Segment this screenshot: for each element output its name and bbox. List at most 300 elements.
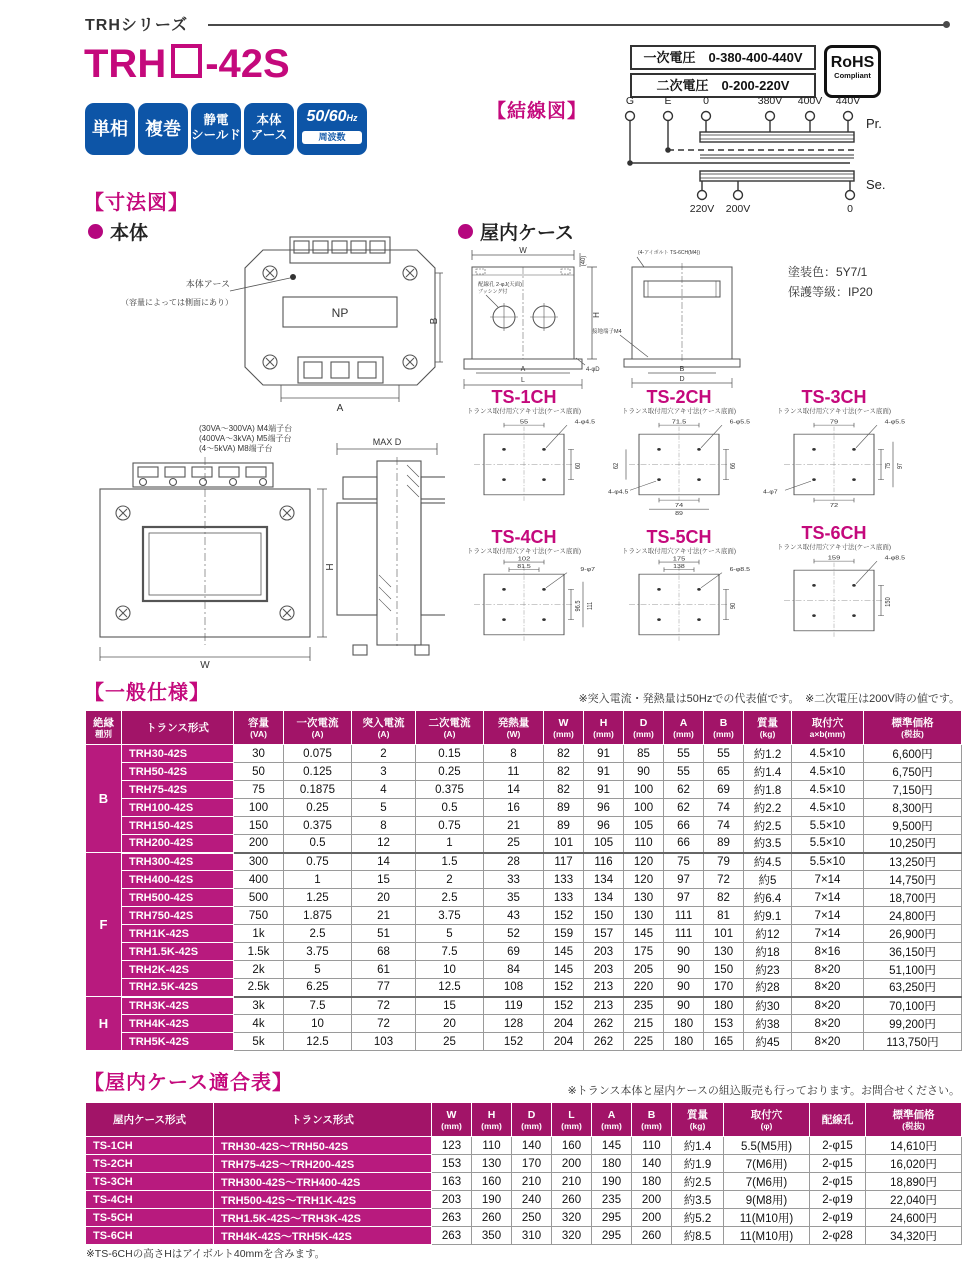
finish-notes — [788, 262, 873, 302]
ts-dim-label: 6-φ5.5 — [729, 419, 750, 426]
model-cell: TRH150-42S — [122, 817, 234, 835]
spec-value-cell: 400 — [234, 871, 284, 889]
spec-value-cell: 3 — [352, 763, 416, 781]
case-value-cell: 260 — [472, 1209, 512, 1227]
spec-row — [86, 961, 962, 979]
case-value-cell: 7(M6用) — [724, 1173, 810, 1191]
column-header: トランス形式 — [122, 711, 234, 745]
spec-value-cell: 65 — [704, 763, 744, 781]
case-row — [86, 1155, 962, 1173]
spec-value-cell: 20 — [416, 1015, 484, 1033]
spec-value-cell: 0.25 — [416, 763, 484, 781]
transformer-range-cell: TRH30-42S～TRH50-42S — [214, 1137, 432, 1155]
terminal-label: G — [625, 95, 635, 107]
spec-value-cell: 120 — [624, 871, 664, 889]
ts-dim-label: 159 — [827, 555, 841, 562]
spec-value-cell: 約45 — [744, 1033, 792, 1051]
spec-value-cell: 3k — [234, 997, 284, 1015]
spec-row — [86, 925, 962, 943]
spec-value-cell: 82 — [544, 745, 584, 763]
case-value-cell: 24,600円 — [866, 1209, 962, 1227]
transformer-range-cell: TRH500-42S～TRH1K-42S — [214, 1191, 432, 1209]
body-earth-label: 本体アース — [185, 279, 230, 289]
transformer-range-cell: TRH1.5K-42S～TRH3K-42S — [214, 1209, 432, 1227]
spec-value-cell: 25 — [484, 835, 544, 853]
spec-value-cell: 25 — [416, 1033, 484, 1051]
spec-value-cell: 8×16 — [792, 943, 864, 961]
column-header: B (mm) — [704, 711, 744, 745]
spec-value-cell: 75 — [234, 781, 284, 799]
ts-hole-caption: トランス取付用穴アキ寸法(ケース底面) — [621, 548, 737, 555]
terminal-note-3: (4～5kVA) M8端子台 — [199, 444, 273, 453]
spec-value-cell: 7.5 — [284, 997, 352, 1015]
case-value-cell: 18,890円 — [866, 1173, 962, 1191]
spec-value-cell: 75 — [664, 853, 704, 871]
spec-row — [86, 853, 962, 871]
frequency-sub-label: 周波数 — [302, 131, 362, 144]
case-table-heading: 【屋内ケース適合表】 — [84, 1072, 293, 1094]
spec-value-cell: 213 — [584, 979, 624, 997]
spec-value-cell: 79 — [704, 853, 744, 871]
ts-hole-caption: トランス取付用穴アキ寸法(ケース底面) — [466, 408, 582, 415]
model-cell: TRH75-42S — [122, 781, 234, 799]
spec-value-cell: 262 — [584, 1033, 624, 1051]
case-bullet-label: 屋内ケース — [480, 223, 575, 244]
ts-dim-label: 4-φ4.5 — [608, 489, 629, 495]
product-title — [84, 42, 290, 87]
ts-dim-label: 150 — [884, 597, 893, 607]
spec-value-cell: 55 — [704, 745, 744, 763]
spec-row — [86, 799, 962, 817]
case-dim-l: L — [521, 377, 525, 384]
case-value-cell: 260 — [552, 1191, 592, 1209]
ts-hole-drawing — [449, 416, 599, 516]
spec-value-cell: 10,250円 — [864, 835, 962, 853]
ts-dim-label: 102 — [517, 556, 531, 563]
spec-value-cell: 15 — [416, 997, 484, 1015]
case-dim-40: (40) — [581, 255, 587, 267]
spec-value-cell: 77 — [352, 979, 416, 997]
case-model-cell: TS-3CH — [86, 1173, 214, 1191]
terminal-label: 440V — [835, 95, 861, 107]
dim-a: A — [336, 403, 344, 414]
spec-value-cell: 約9.1 — [744, 907, 792, 925]
spec-value-cell: 5k — [234, 1033, 284, 1051]
spec-value-cell: 10 — [284, 1015, 352, 1033]
spec-value-cell: 103 — [352, 1033, 416, 1051]
case-value-cell: 130 — [472, 1155, 512, 1173]
spec-value-cell: 204 — [544, 1033, 584, 1051]
ts-dim-label: 4-φ7 — [763, 489, 778, 495]
case-value-cell: 200 — [632, 1209, 672, 1227]
spec-value-cell: 2 — [416, 871, 484, 889]
spec-value-cell: 1.875 — [284, 907, 352, 925]
terminal-note-1: (30VA～300VA) M4端子台 — [199, 424, 293, 433]
spec-value-cell: 145 — [544, 961, 584, 979]
case-value-cell: 9(M8用) — [724, 1191, 810, 1209]
case-value-cell: 約3.5 — [672, 1191, 724, 1209]
spec-value-cell: 111 — [664, 907, 704, 925]
spec-value-cell: 24,800円 — [864, 907, 962, 925]
ts-dim-label: 75 — [884, 462, 893, 470]
dimensions-heading: 【寸法図】 — [84, 192, 189, 214]
spec-value-cell: 5 — [352, 799, 416, 817]
spec-value-cell: 72 — [352, 997, 416, 1015]
spec-value-cell: 35 — [484, 889, 544, 907]
ts-dim-label: 111 — [586, 601, 595, 611]
spec-value-cell: 119 — [484, 997, 544, 1015]
spec-value-cell: 220 — [624, 979, 664, 997]
spec-value-cell: 5 — [284, 961, 352, 979]
spec-value-cell: 74 — [704, 817, 744, 835]
spec-value-cell: 7×14 — [792, 889, 864, 907]
case-value-cell: 200 — [552, 1155, 592, 1173]
spec-value-cell: 8 — [484, 745, 544, 763]
spec-value-cell: 0.25 — [284, 799, 352, 817]
spec-value-cell: 262 — [584, 1015, 624, 1033]
spec-value-cell: 0.5 — [284, 835, 352, 853]
spec-value-cell: 約2.5 — [744, 817, 792, 835]
spec-row — [86, 745, 962, 763]
spec-value-cell: 90 — [664, 943, 704, 961]
spec-value-cell: 10 — [416, 961, 484, 979]
spec-value-cell: 約38 — [744, 1015, 792, 1033]
model-cell: TRH300-42S — [122, 853, 234, 871]
spec-value-cell: 215 — [624, 1015, 664, 1033]
spec-value-cell: 133 — [544, 871, 584, 889]
case-value-cell: 約2.5 — [672, 1173, 724, 1191]
case-value-cell: 310 — [512, 1227, 552, 1245]
spec-value-cell: 30 — [234, 745, 284, 763]
spec-value-cell: 2.5 — [284, 925, 352, 943]
case-eyebolt-note: (4-アイボルト TS-6CH(M4)) — [638, 250, 701, 256]
spec-value-cell: 0.075 — [284, 745, 352, 763]
spec-value-cell: 111 — [664, 925, 704, 943]
case-value-cell: 210 — [552, 1173, 592, 1191]
spec-note: ※突入電流・発熱量は50Hzでの代表値です。 ※二次電圧は200V時の値です。 — [578, 693, 960, 705]
spec-value-cell: 105 — [624, 817, 664, 835]
case-dim-h: H — [592, 312, 601, 318]
spec-value-cell: 68 — [352, 943, 416, 961]
g-junction-dot — [627, 160, 633, 166]
spec-value-cell: 134 — [584, 889, 624, 907]
spec-value-cell: 96 — [584, 817, 624, 835]
spec-value-cell: 約23 — [744, 961, 792, 979]
spec-value-cell: 約1.8 — [744, 781, 792, 799]
case-value-cell: 140 — [512, 1137, 552, 1155]
case-value-cell: 5.5(M5用) — [724, 1137, 810, 1155]
transformer-range-cell: TRH300-42S～TRH400-42S — [214, 1173, 432, 1191]
case-ground-note: 接地端子M4 — [592, 329, 622, 335]
spec-value-cell: 128 — [484, 1015, 544, 1033]
body-bullet-label: 本体 — [110, 223, 149, 244]
spec-value-cell: 約12 — [744, 925, 792, 943]
case-row — [86, 1209, 962, 1227]
spec-value-cell: 6.25 — [284, 979, 352, 997]
spec-value-cell: 84 — [484, 961, 544, 979]
case-value-cell: 2-φ15 — [810, 1137, 866, 1155]
spec-value-cell: 116 — [584, 853, 624, 871]
spec-value-cell: 175 — [624, 943, 664, 961]
case-value-cell: 14,610円 — [866, 1137, 962, 1155]
case-bullet — [458, 224, 473, 239]
spec-value-cell: 5.5×10 — [792, 835, 864, 853]
column-header: 突入電流 (A) — [352, 711, 416, 745]
model-cell: TRH750-42S — [122, 907, 234, 925]
spec-row — [86, 889, 962, 907]
spec-value-cell: 180 — [664, 1015, 704, 1033]
terminal-label: 380V — [757, 95, 783, 107]
spec-value-cell: 約3.5 — [744, 835, 792, 853]
case-value-cell: 260 — [632, 1227, 672, 1245]
spec-row — [86, 943, 962, 961]
spec-value-cell: 9,500円 — [864, 817, 962, 835]
spec-value-cell: 0.15 — [416, 745, 484, 763]
terminal-label: 0 — [847, 203, 853, 215]
ts-case-name: TS-1CH — [491, 387, 557, 407]
spec-value-cell: 2k — [234, 961, 284, 979]
dim-w: W — [200, 660, 210, 670]
case-table-footer-note: ※TS-6CHの高さHはアイボルト40mmを含みます。 — [86, 1248, 326, 1260]
model-cell: TRH1.5K-42S — [122, 943, 234, 961]
spec-value-cell: 91 — [584, 763, 624, 781]
spec-value-cell: 8×20 — [792, 961, 864, 979]
spec-value-cell: 約1.2 — [744, 745, 792, 763]
spec-value-cell: 74 — [704, 799, 744, 817]
case-value-cell: 170 — [512, 1155, 552, 1173]
spec-value-cell: 152 — [544, 997, 584, 1015]
spec-value-cell: 145 — [624, 925, 664, 943]
badge-single-phase: 単相 — [85, 103, 135, 155]
spec-value-cell: 500 — [234, 889, 284, 907]
spec-value-cell: 約30 — [744, 997, 792, 1015]
e-junction-dot — [665, 147, 671, 153]
spec-value-cell: 69 — [484, 943, 544, 961]
spec-value-cell: 225 — [624, 1033, 664, 1051]
spec-value-cell: 51 — [352, 925, 416, 943]
case-value-cell: 22,040円 — [866, 1191, 962, 1209]
case-value-cell: 160 — [472, 1173, 512, 1191]
spec-value-cell: 6,600円 — [864, 745, 962, 763]
spec-value-cell: 約6.4 — [744, 889, 792, 907]
case-value-cell: 110 — [472, 1137, 512, 1155]
ts-dim-label: 79 — [829, 419, 839, 426]
spec-row — [86, 997, 962, 1015]
protection-note: 保護等級：IP20 — [788, 285, 873, 299]
case-dim-a: A — [520, 366, 526, 373]
terminal-label: 220V — [689, 203, 715, 215]
spec-value-cell: 170 — [704, 979, 744, 997]
spec-value-cell: 3.75 — [416, 907, 484, 925]
spec-value-cell: 205 — [624, 961, 664, 979]
model-placeholder-box — [171, 44, 202, 78]
spec-value-cell: 8,300円 — [864, 799, 962, 817]
spec-value-cell: 1.5k — [234, 943, 284, 961]
badge-frequency: 50/60Hz 周波数 — [297, 103, 367, 155]
spec-value-cell: 15 — [352, 871, 416, 889]
case-value-cell: 145 — [592, 1137, 632, 1155]
case-value-cell: 153 — [432, 1155, 472, 1173]
case-hole-note: 4-φD — [586, 367, 600, 373]
ts-dim-label: 97 — [896, 463, 905, 469]
title-suffix: -42S — [205, 42, 290, 86]
spec-value-cell: 約28 — [744, 979, 792, 997]
ts-dim-label: 74 — [674, 502, 684, 509]
case-value-cell: 240 — [512, 1191, 552, 1209]
model-cell: TRH3K-42S — [122, 997, 234, 1015]
spec-value-cell: 72 — [704, 871, 744, 889]
spec-table — [85, 710, 962, 1051]
spec-value-cell: 66 — [664, 817, 704, 835]
nameplate-label: NP — [331, 306, 349, 320]
spec-value-cell: 20 — [352, 889, 416, 907]
spec-row — [86, 907, 962, 925]
spec-value-cell: 100 — [624, 799, 664, 817]
case-value-cell: 16,020円 — [866, 1155, 962, 1173]
spec-value-cell: 52 — [484, 925, 544, 943]
case-value-cell: 約1.9 — [672, 1155, 724, 1173]
spec-value-cell: 96 — [584, 799, 624, 817]
column-header: 取付穴 (φ) — [724, 1103, 810, 1137]
insulation-class-cell: H — [86, 997, 122, 1051]
insulation-class-cell: F — [86, 853, 122, 997]
spec-value-cell: 50 — [234, 763, 284, 781]
spec-value-cell: 7×14 — [792, 871, 864, 889]
column-header: 取付穴 a×b(mm) — [792, 711, 864, 745]
insulation-class-cell: B — [86, 745, 122, 853]
case-value-cell: 160 — [552, 1137, 592, 1155]
spec-value-cell: 133 — [544, 889, 584, 907]
spec-value-cell: 91 — [584, 781, 624, 799]
case-dim-w: W — [519, 246, 527, 255]
spec-value-cell: 0.375 — [416, 781, 484, 799]
case-value-cell: 2-φ15 — [810, 1155, 866, 1173]
column-header: 屋内ケース形式 — [86, 1103, 214, 1137]
ts-hole-drawing — [759, 552, 909, 652]
spec-value-cell: 0.75 — [284, 853, 352, 871]
wiring-heading: 【結線図】 — [487, 101, 588, 122]
spec-value-cell: 約1.4 — [744, 763, 792, 781]
spec-value-cell: 43 — [484, 907, 544, 925]
paint-color-note: 塗装色：5Y7/1 — [788, 265, 868, 279]
body-dimension-drawing — [85, 235, 445, 670]
spec-value-cell: 62 — [664, 799, 704, 817]
spec-value-cell: 213 — [584, 997, 624, 1015]
spec-value-cell: 8 — [352, 817, 416, 835]
primary-side-label: Pr. — [866, 116, 882, 131]
model-cell: TRH5K-42S — [122, 1033, 234, 1051]
ts-dim-label: 90 — [729, 602, 738, 610]
spec-value-cell: 117 — [544, 853, 584, 871]
case-value-cell: 320 — [552, 1227, 592, 1245]
spec-value-cell: 21 — [484, 817, 544, 835]
ts-hole-caption: トランス取付用穴アキ寸法(ケース底面) — [621, 408, 737, 415]
ts-dim-label: 4-φ5.5 — [884, 419, 905, 426]
spec-value-cell: 130 — [624, 889, 664, 907]
dim-maxd: MAX D — [372, 437, 402, 447]
case-value-cell: 263 — [432, 1227, 472, 1245]
spec-value-cell: 100 — [234, 799, 284, 817]
spec-value-cell: 82 — [544, 781, 584, 799]
spec-value-cell: 4.5×10 — [792, 799, 864, 817]
ts-dim-label: 62 — [612, 462, 621, 470]
case-value-cell: 200 — [632, 1191, 672, 1209]
case-value-cell: 34,320円 — [866, 1227, 962, 1245]
dim-b: B — [429, 317, 440, 325]
spec-value-cell: 5 — [416, 925, 484, 943]
spec-value-cell: 4k — [234, 1015, 284, 1033]
ts-dim-label: 55 — [519, 419, 529, 426]
spec-value-cell: 62 — [664, 781, 704, 799]
case-value-cell: 2-φ19 — [810, 1191, 866, 1209]
case-value-cell: 2-φ28 — [810, 1227, 866, 1245]
case-value-cell: 350 — [472, 1227, 512, 1245]
case-value-cell: 295 — [592, 1227, 632, 1245]
case-value-cell: 250 — [512, 1209, 552, 1227]
spec-value-cell: 180 — [664, 1033, 704, 1051]
spec-value-cell: 200 — [234, 835, 284, 853]
column-header: 二次電流 (A) — [416, 711, 484, 745]
spec-value-cell: 99,200円 — [864, 1015, 962, 1033]
column-header: 一次電流 (A) — [284, 711, 352, 745]
spec-value-cell: 63,250円 — [864, 979, 962, 997]
ts-dim-label: 89 — [675, 510, 683, 516]
spec-value-cell: 101 — [544, 835, 584, 853]
spec-value-cell: 750 — [234, 907, 284, 925]
spec-value-cell: 89 — [544, 799, 584, 817]
spec-value-cell: 51,100円 — [864, 961, 962, 979]
spec-value-cell: 5.5×10 — [792, 853, 864, 871]
model-cell: TRH2K-42S — [122, 961, 234, 979]
case-model-cell: TS-4CH — [86, 1191, 214, 1209]
spec-value-cell: 90 — [664, 961, 704, 979]
spec-value-cell: 70,100円 — [864, 997, 962, 1015]
spec-value-cell: 4.5×10 — [792, 781, 864, 799]
spec-value-cell: 89 — [704, 835, 744, 853]
case-row — [86, 1173, 962, 1191]
spec-row — [86, 871, 962, 889]
spec-value-cell: 1.25 — [284, 889, 352, 907]
badge-body-earth: 本体 アース — [244, 103, 294, 155]
spec-value-cell: 5.5×10 — [792, 817, 864, 835]
column-header: 配線孔 — [810, 1103, 866, 1137]
column-header: H (mm) — [472, 1103, 512, 1137]
transformer-range-cell: TRH4K-42S～TRH5K-42S — [214, 1227, 432, 1245]
ts-hole-drawing — [449, 556, 599, 656]
spec-value-cell: 0.5 — [416, 799, 484, 817]
case-value-cell: 7(M6用) — [724, 1155, 810, 1173]
spec-value-cell: 130 — [624, 907, 664, 925]
ts-case-name: TS-5CH — [646, 527, 712, 547]
spec-value-cell: 203 — [584, 943, 624, 961]
spec-value-cell: 33 — [484, 871, 544, 889]
spec-value-cell: 21 — [352, 907, 416, 925]
spec-value-cell: 97 — [664, 871, 704, 889]
column-header: 容量 (VA) — [234, 711, 284, 745]
case-value-cell: 190 — [592, 1173, 632, 1191]
spec-value-cell: 159 — [544, 925, 584, 943]
spec-value-cell: 7.5 — [416, 943, 484, 961]
spec-row — [86, 1033, 962, 1051]
spec-value-cell: 90 — [624, 763, 664, 781]
ts-case-cell — [603, 528, 755, 656]
spec-value-cell: 82 — [544, 763, 584, 781]
rohs-badge: RoHS Compliant — [824, 45, 881, 98]
ts-dim-label: 72 — [829, 502, 839, 509]
wiring-diagram — [616, 92, 964, 230]
ts-hole-caption: トランス取付用穴アキ寸法(ケース底面) — [466, 548, 582, 555]
badge-double-winding: 複巻 — [138, 103, 188, 155]
